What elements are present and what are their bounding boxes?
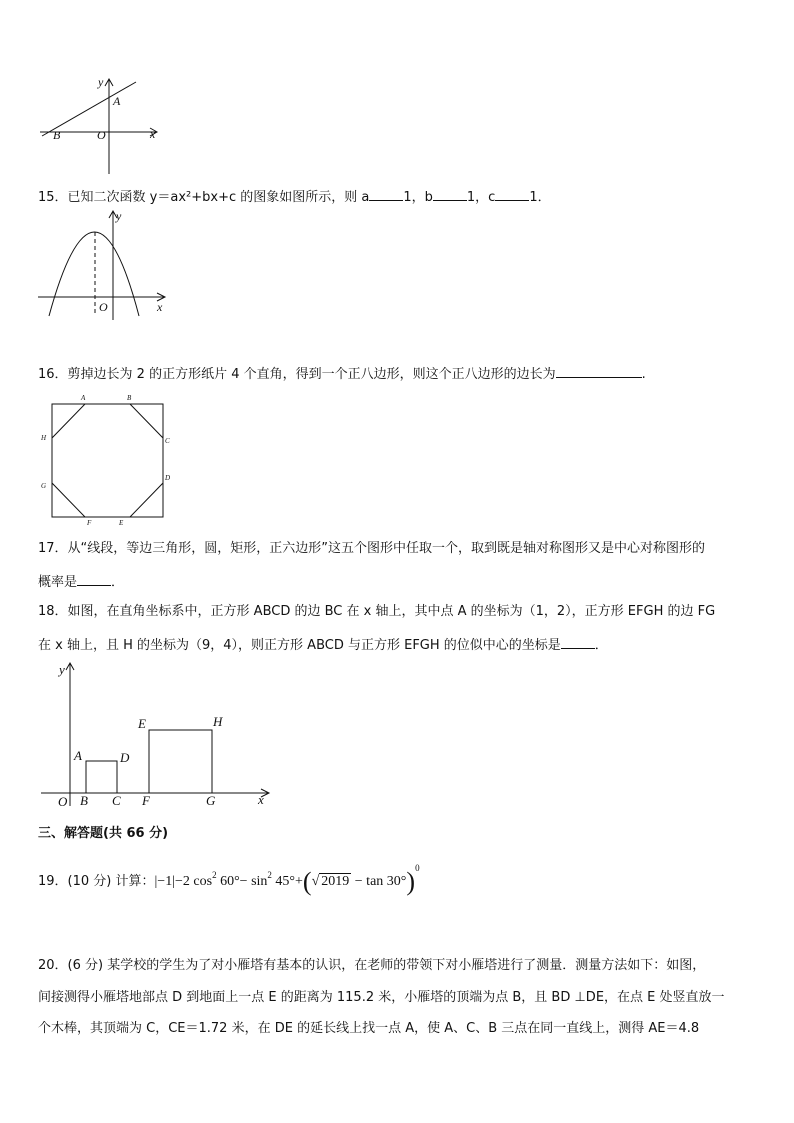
parabola-curve (49, 232, 139, 316)
close-paren: ) (406, 867, 416, 896)
abs-term: |−1| (154, 874, 176, 889)
q17-end: ． (111, 575, 125, 590)
q17-line2-text: 概率是 (38, 575, 78, 590)
label-e: E (138, 716, 146, 731)
label-b: B (80, 793, 88, 808)
question-20-line-1: 20．(6 分) 某学校的学生为了对小雁塔有基本的认识，在老师的带领下对小雁塔进行了测量．测量方法如下：如图， (38, 958, 706, 973)
x-label: x (258, 792, 264, 807)
label-b: B (127, 394, 132, 402)
q15-text: 15．已知二次函数 y＝ax²+bx+c 的图象如图所示，则 a (38, 190, 370, 205)
question-20-line-2: 间接测得小雁塔地部点 D 到地面上一点 E 的距离为 115.2 米，小雁塔的顶端为点 B，且 BD ⊥DE，在点 E 处竖直放一 (38, 990, 725, 1005)
label-h: H (41, 434, 47, 442)
q15-mid1: 1，b (403, 190, 433, 205)
label-c: C (165, 437, 170, 445)
square-abcd (86, 761, 117, 793)
tan-term: − tan 30° (351, 874, 407, 889)
parabola-figure (36, 208, 171, 324)
question-17-line-2 (38, 573, 124, 591)
plus-term: 45°+ (271, 874, 303, 889)
origin-label: O (97, 128, 106, 142)
q16-end: . (641, 367, 646, 382)
open-paren: ( (302, 867, 312, 896)
label-h: H (213, 714, 223, 729)
cos-term: −2 cos (175, 874, 213, 889)
question-16 (38, 365, 646, 383)
point-a-label: A (113, 94, 121, 108)
label-d: D (120, 750, 130, 765)
section-heading: 三、解答题(共 66 分) (38, 826, 169, 841)
q18-blank[interactable] (561, 636, 595, 649)
q15-blank-a[interactable] (369, 188, 403, 201)
square-efgh (149, 730, 212, 793)
sin-term: 60°− sin (216, 874, 268, 889)
y-label: y (116, 209, 122, 223)
y-label: y (98, 75, 104, 89)
q16-text: 16．剪掉边长为 2 的正方形纸片 4 个直角，得到一个正八边形，则这个正八边形的边长为 (38, 367, 556, 382)
y-label: y (59, 662, 65, 677)
label-c: C (112, 793, 121, 808)
q19-prefix: 19．(10 分) 计算： (38, 874, 155, 889)
zero-exponent: 0 (415, 863, 420, 873)
q15-end: 1． (529, 190, 551, 205)
q17-blank[interactable] (77, 573, 111, 586)
q16-blank[interactable] (556, 365, 642, 378)
question-19 (38, 856, 420, 896)
label-f: F (87, 519, 92, 527)
label-e: E (119, 519, 124, 527)
label-d: D (165, 474, 171, 482)
x-label: x (150, 127, 156, 141)
q18-end: ． (594, 638, 608, 653)
question-15 (38, 188, 551, 206)
origin-label: O (58, 794, 68, 809)
sin-exponent: 2 (267, 870, 272, 880)
linear-graph-figure (36, 74, 166, 178)
radicand: 2019 (321, 874, 350, 889)
q15-mid2: 1，c (466, 190, 496, 205)
x-label: x (157, 300, 163, 314)
origin-label: O (99, 300, 108, 314)
point-b-label: B (53, 128, 61, 142)
label-f: F (142, 793, 150, 808)
label-a: A (74, 748, 82, 763)
question-17-line-1: 17．从“线段，等边三角形，圆，矩形，正六边形”这五个图形中任取一个，取到既是轴对称图形又是中心对称图形的 (38, 541, 706, 556)
q15-blank-c[interactable] (495, 188, 529, 201)
question-18-line-1: 18．如图，在直角坐标系中，正方形 ABCD 的边 BC 在 x 轴上，其中点 A 的坐标为（1，2），正方形 EFGH 的边 FG (38, 604, 716, 619)
q19-expression: |−1|−2 $\cos^2 60^\circ- \sin^2 45^\circ+(√$ 2019 − tan 30°)$^0$ (154, 863, 420, 896)
squares-coordinate-figure (36, 658, 276, 810)
octagon (52, 404, 163, 517)
q18-line2-text: 在 x 轴上，且 H 的坐标为（9，4），则正方形 ABCD 与正方形 EFGH 的位似中心的坐标是 (38, 638, 561, 653)
label-g: G (41, 482, 47, 490)
octagon-figure (38, 390, 180, 528)
q15-blank-b[interactable] (433, 188, 467, 201)
question-20-line-3: 个木棒，其顶端为 C，CE＝1.72 米，在 DE 的延长线上找一点 A，使 A、C、B 三点在同一直线上，测得 AE＝4.8 (38, 1021, 700, 1036)
cos-exponent: 2 (212, 870, 217, 880)
label-a: A (81, 394, 86, 402)
question-18-line-2 (38, 636, 608, 654)
label-g: G (206, 793, 216, 808)
